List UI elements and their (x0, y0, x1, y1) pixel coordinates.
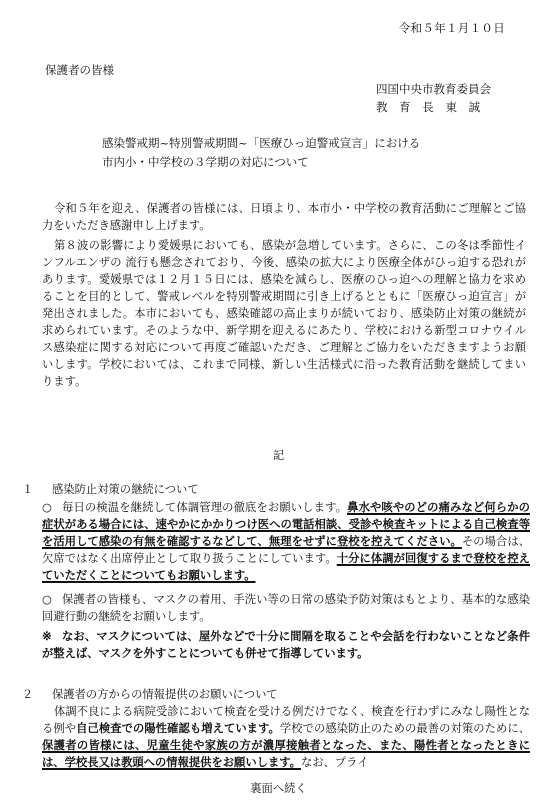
item-1-text-a: 毎日の検温を継続して体調管理の徹底をお願いします。 (62, 501, 348, 514)
ki-heading: 記 (272, 449, 285, 462)
section-2-heading (22, 686, 278, 703)
section-2-text-d: 保護者の皆様には、児童生徒や家族の方が濃厚接触者となった、また、陽性者となったときには、学校長又は教頭への情報提供をお願いします。 (42, 738, 530, 769)
document-date: 令和５年１月１０日 (398, 21, 505, 35)
sender-organization: 四国中央市教育委員会 (376, 82, 491, 96)
circle-bullet-icon: ○ (42, 501, 52, 514)
intro-paragraph-2 (42, 237, 526, 390)
continued-on-back: 裏面へ続く (250, 782, 307, 795)
section-2-text-e: なお、プライ (300, 756, 369, 769)
item-2-text: 保護者の皆様も、マスクの着用、手洗い等の日常の感染予防対策はもとより、基本的な感染回避行動の継続をお願いします。 (42, 593, 530, 623)
section-2-title: 保護者の方からの情報提供のお願いについて (52, 688, 278, 701)
section-1-item-2 (42, 591, 530, 625)
section-2-text (42, 703, 530, 771)
sender-name: 教 育 長 東 誠 (376, 100, 485, 114)
section-2-number: ２ (22, 688, 34, 701)
item-3-text: なお、マスクについては、屋外などで十分に間隔を取ることや会話を行わないことなど条件が整えば、マスクを外すことについても併せて指導しています。 (42, 629, 530, 660)
title-line-2: 市内小・中学校の３学期の対応について (102, 155, 309, 169)
document-title (102, 134, 420, 172)
section-1-item-1 (42, 499, 530, 584)
recipient: 保護者の皆様 (45, 63, 114, 77)
section-1-title: 感染防止対策の継続について (52, 483, 199, 496)
section-2-text-c: 学校での感染防止のための最善の対策のために、 (279, 722, 530, 735)
sender-block (376, 80, 491, 116)
item-1-text-b: 鼻水や咳やのどの痛みなど何らかの症状がある場合には、速やかにかかりつけ医への電話相談、受診や検査キットによる自己検査等を活用して感染の有無を確認するなどして、無理をせずに登校を控えてください。 (42, 500, 530, 548)
item-1-text-c: その場合は、欠席ではなく出席停止として取り扱うことにしています。 (42, 535, 530, 565)
title-line-1: 感染警戒期~特別警戒期間~「医療ひっ迫警戒宣言」における (102, 136, 421, 150)
intro-text-2: 第８波の影響により愛媛県においても、感染が急増しています。さらに、この冬は季節性インフルエンザの 流行も懸念されており、今後、感染の拡大により医療全体がひっ迫する恐れがあります。愛媛県では１２月１５日には、感染を減らし、医療のひっ迫への理解と協力を求めることを目的として、警戒レベルを特別警戒期間に引き上げるとともに「医療ひっ迫宣言」が発出されました。本市においても、感染確認の高止まりが続いており、感染防止対策の継続が求められています。そのような中、新学期を迎えるにあたり、学校における新型コロナウイルス感染症に関する対応について再度ご確認いただき、ご理解とご協力をいただきますようお願いします。学校においては、これまで同様、新しい生活様式に沿った教育活動を継続してまいります。 (42, 239, 526, 388)
asterisk-note-icon: ※ (42, 629, 52, 643)
section-2-text-b: 自己検査での陽性確認も増えています。 (76, 721, 280, 735)
item-1-text-d: 十分に体調が回復するまで登校を控えていただくことについてもお願いします。 (42, 551, 530, 582)
intro-paragraph-1 (42, 200, 526, 234)
section-2-text-a: 体調不良による病院受診において検査を受ける例だけでなく、検査を行わずにみなし陽性となる例や (42, 705, 530, 735)
section-1-heading (22, 481, 199, 498)
circle-bullet-icon: ○ (42, 593, 52, 606)
section-1-item-3 (42, 628, 530, 662)
intro-text-1: 令和５年を迎え、保護者の皆様には、日頃より、本市小・中学校の教育活動にご理解とご協力をいただき感謝申し上げます。 (42, 202, 526, 232)
item-1-body (42, 499, 530, 584)
section-2-body (42, 703, 530, 771)
section-1-number: １ (22, 483, 34, 496)
